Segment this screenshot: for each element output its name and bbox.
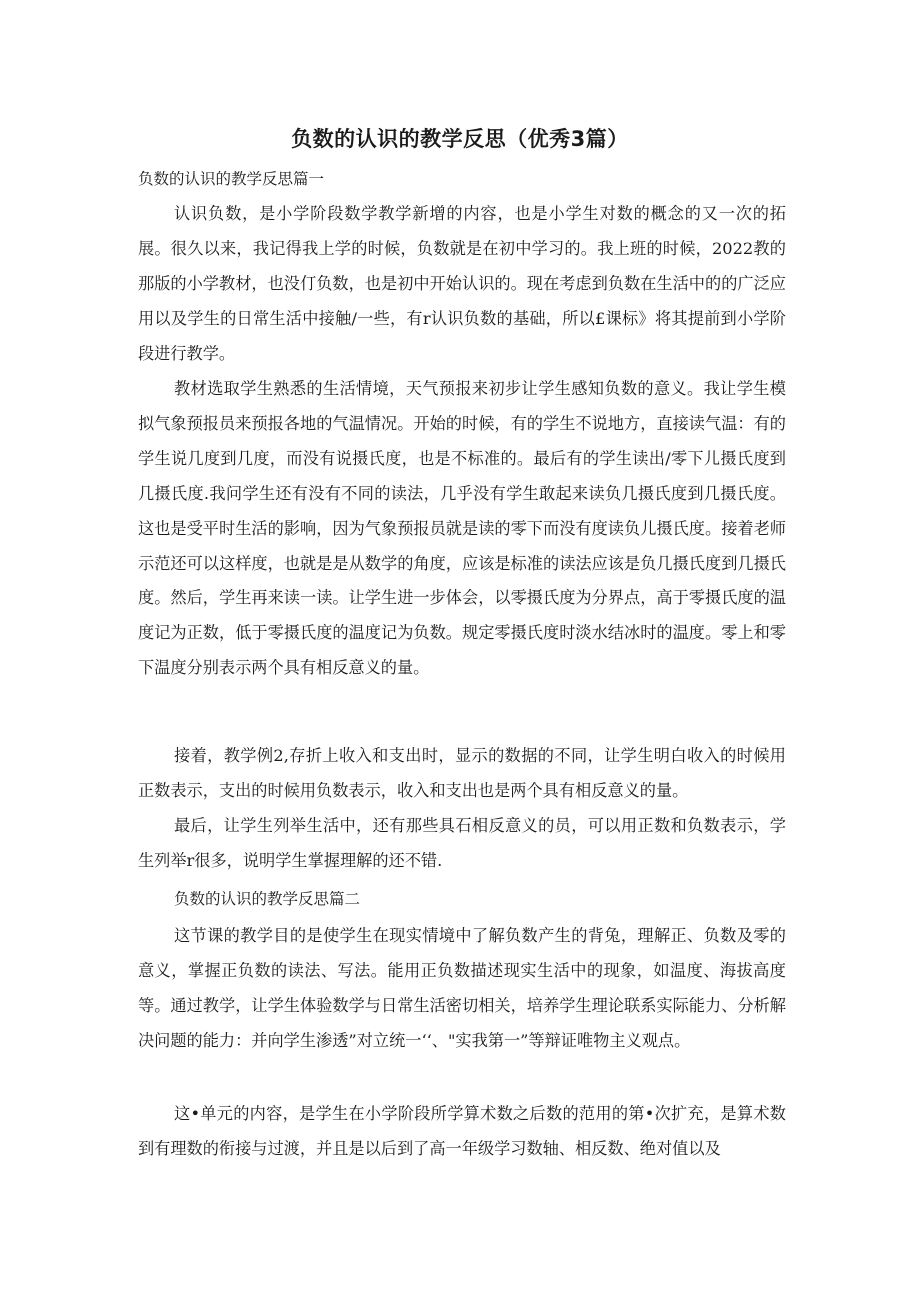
paragraph: 最后，让学生列举生活中，还有那些具石相反意义的员，可以用正数和负数表示，学生列举r很多，说明学生掌握理解的还不错. xyxy=(138,816,786,870)
paragraph: 这•单元的内容，是学生在小学阶段所学算术数之后数的范用的第•次扩充，是算术数到有理数的衔接与过渡，并且是以后到了高一年级学习数轴、相反数、绝对值以及 xyxy=(138,1104,786,1158)
paragraph: 接着，教学例2,存折上收入和支出时，显示的数据的不同，让学生明白收入的时候用正数表示，支出的时候用负数表示，收入和支出也是两个具有相反意义的量。 xyxy=(138,746,786,800)
section-heading-2: 负数的认识的教学反思篇二 xyxy=(174,890,361,908)
paragraph: 教材选取学生熟悉的生活情境，天气预报来初步让学生感知负数的意义。我让学生模拟气象预报员来预报各地的气温情况。开始的时候，有的学生不说地方，直接读气温：有的学生说几度到几度，而没有说摄氏度，也是不标准的。最后有的学生读出/零下儿摄氏度到几摄氏度.我问学生还有没有不同的读法，几乎没有学生敢起来读负几摄氏度到几摄氏度。这也是受平时生活的影响，因为气象预报员就是读的零下而没有度读负儿摄氏度。接着老师示范还可以这样度，也就是是从数学的角度，应该是标准的读法应该是负几摄氏度到几摄氏度。然后，学生再来读一读。让学生进一步体会，以零摄氏度为分界点，高于零摄氏度的温度记为正数，低于零摄氏度的温度记为负数。规定零摄氏度时淡水结冰时的温度。零上和零下温度分别表示两个具有相反意义的量。 xyxy=(138,379,786,678)
document-title: 负数的认识的教学反思（优秀3篇） xyxy=(291,127,629,151)
paragraph: 认识负数，是小学阶段数学教学新增的内容，也是小学生对数的概念的又一次的拓展。很久以来，我记得我上学的时候，负数就是在初中学习的。我上班的时候，2022教的那版的小学教材，也没仃负数，也是初中开始认识的。现在考虑到负数在生活中的的广泛应用以及学生的日常生活中接触/一些，有r认识负数的基础，所以£课标》将其提前到小学阶段进行教学。 xyxy=(138,204,786,363)
section-heading-1: 负数的认识的教学反思篇一 xyxy=(138,170,325,188)
paragraph: 这节课的教学目的是使学生在现实情境中了解负数产生的背兔，理解正、负数及零的意义，掌握正负数的读法、写法。能用正负数描述现实生活中的现象，如温度、海拔高度等。通过教学，让学生体验数学与日常生活密切相关，培养学生理论联系实际能力、分析解决问题的能力：并向学生渗透”对立统一‘‘、"实我第一”等辩证唯物主义观点。 xyxy=(138,926,786,1050)
